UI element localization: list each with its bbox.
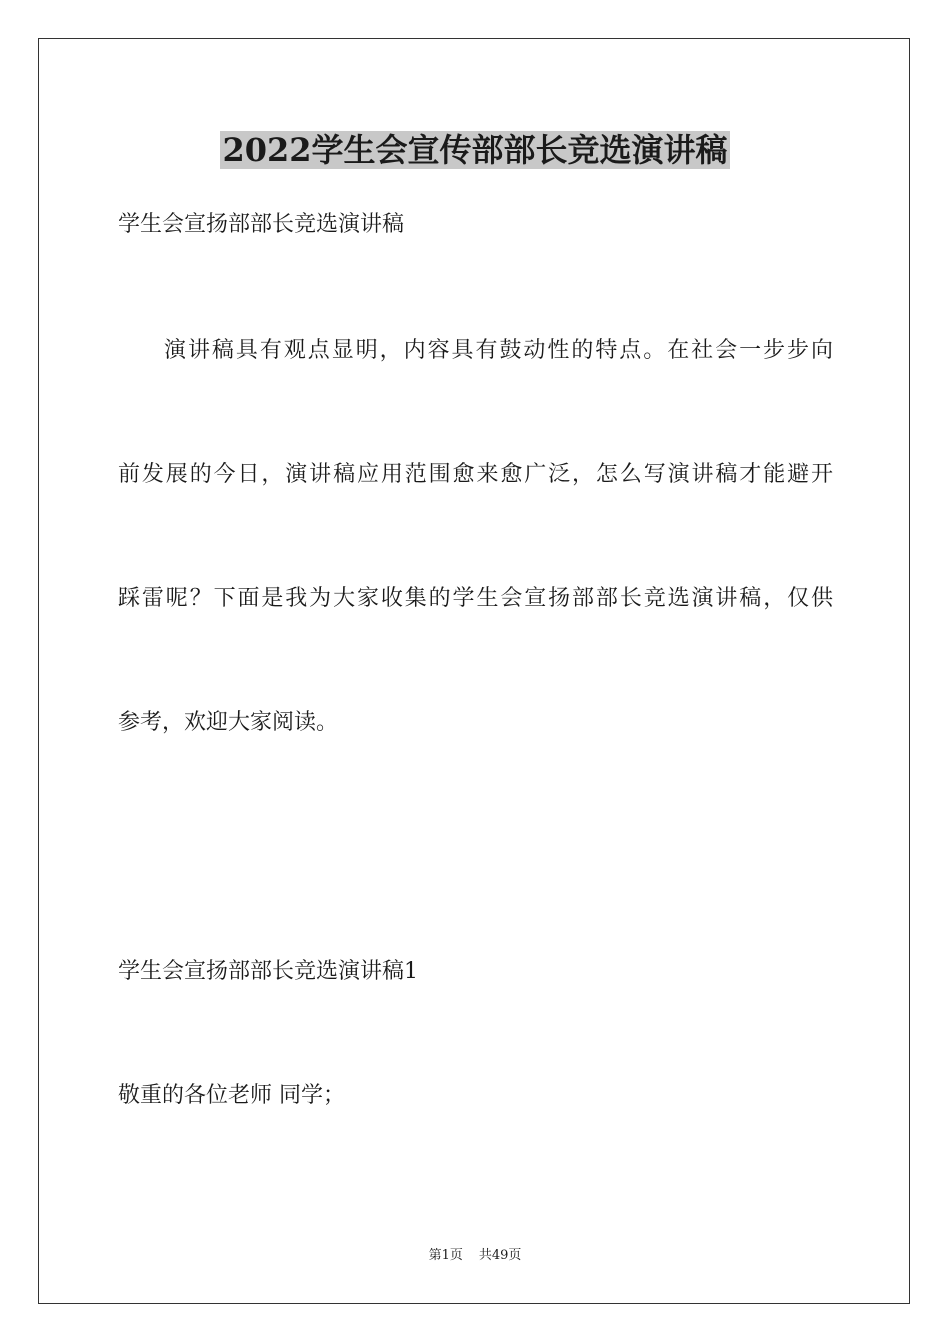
paragraph-line: 踩雷呢？下面是我为大家收集的学生会宣扬部部长竞选演讲稿，仅供 xyxy=(118,586,833,611)
subtitle-line: 学生会宣扬部部长竞选演讲稿 xyxy=(118,212,405,237)
paragraph-line: 前发展的今日，演讲稿应用范围愈来愈广泛，怎么写演讲稿才能避开 xyxy=(118,462,833,487)
document-title-text: 2022学生会宣传部部长竞选演讲稿 xyxy=(222,131,728,169)
paragraph-line: 参考，欢迎大家阅读。 xyxy=(118,710,339,735)
page-total: 共49页 xyxy=(478,1248,522,1263)
salutation-line: 敬重的各位老师 同学； xyxy=(118,1083,345,1108)
page-number: 第1页 xyxy=(428,1248,463,1263)
document-title xyxy=(0,128,950,172)
section-heading: 学生会宣扬部部长竞选演讲稿1 xyxy=(118,959,418,984)
paragraph-line: 演讲稿具有观点显明，内容具有鼓动性的特点。在社会一步步向 xyxy=(164,338,833,363)
page-footer xyxy=(0,1247,950,1265)
